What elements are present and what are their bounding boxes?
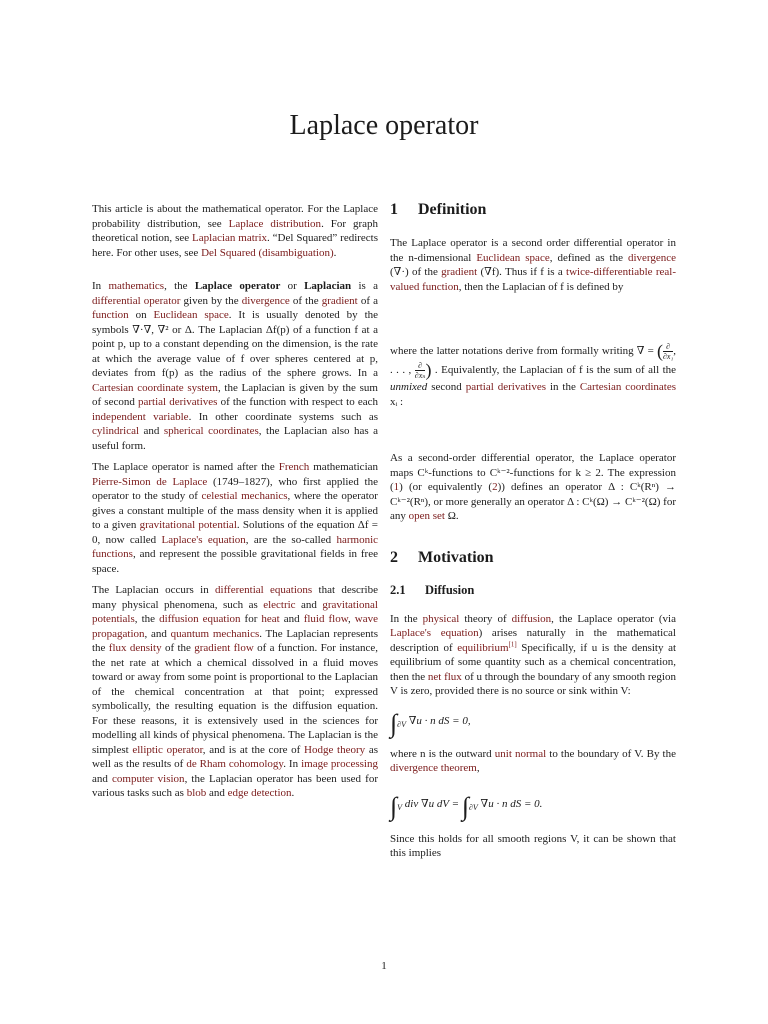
- link-diffusion-equation[interactable]: diffusion equation: [159, 613, 241, 625]
- section-title: Definition: [418, 201, 487, 218]
- text: . In other coordinate systems such as: [188, 410, 378, 423]
- section-heading-definition: [390, 200, 676, 220]
- diffusion-paragraph: [390, 612, 676, 699]
- text: This article is about the mathematical operator. For the Laplace probability distribution, see: [92, 203, 378, 230]
- integral-sign: ∫: [390, 708, 398, 738]
- link-harmonic-functions[interactable]: harmonic functions: [92, 533, 379, 560]
- text: as well as the results of: [92, 743, 379, 770]
- text: , the Laplace operator (via: [551, 612, 676, 625]
- link-cylindrical[interactable]: cylindrical: [92, 425, 140, 437]
- link-equation-1[interactable]: 1: [393, 481, 400, 493]
- text: Since this holds for all smooth regions V, it can be shown that this implies: [390, 832, 676, 859]
- link-elliptic-operator[interactable]: elliptic operator: [132, 743, 203, 756]
- link-gravitational-potentials[interactable]: gravitational potentials: [92, 598, 378, 625]
- text: and: [92, 772, 112, 785]
- link-french[interactable]: French: [278, 461, 310, 473]
- text: ,: [347, 613, 355, 625]
- fraction-numerator: ∂: [663, 342, 673, 352]
- text: of a function. For instance, the net rate at which a chemical dissolved in a fluid moves toward or away from some point is proportional to the Laplacian of the chemical concentration at that point; expressed symbolically, the resulting equation is the diffusion equation. For these reasons, it is extensively used in the sciences for modelling all kinds of physical phenomena. The Laplacian is the simplest: [92, 642, 379, 756]
- link-differential-operator[interactable]: differential operator: [92, 294, 181, 307]
- link-gradient-flow[interactable]: gradient flow: [194, 642, 254, 654]
- text: , are the so-called: [245, 533, 337, 546]
- link-laplacian-matrix[interactable]: Laplacian matrix: [192, 232, 268, 244]
- text: Ω.: [445, 510, 459, 522]
- integral-limit: ∂V: [397, 719, 406, 729]
- link-de-rham-cohomology[interactable]: de Rham cohomology: [186, 758, 284, 770]
- text: Specifically, if u is the density at equilibrium of some quantity such as a chemical concentration, then the: [390, 641, 677, 683]
- subsection-number: 2.1: [390, 582, 406, 597]
- text: and: [139, 425, 164, 437]
- text: In the: [390, 612, 423, 625]
- history-paragraph: [92, 460, 378, 576]
- text: is a: [351, 280, 378, 292]
- text: theory of: [459, 612, 512, 625]
- link-laplaces-equation[interactable]: Laplace's equation: [161, 533, 246, 546]
- link-independent-variable[interactable]: independent variable: [92, 410, 189, 423]
- italic-term: unmixed: [390, 381, 428, 393]
- text: ,: [476, 762, 480, 774]
- link-hodge-theory[interactable]: Hodge theory: [304, 743, 366, 756]
- text: The Laplace operator is a second order differential operator in the n-dimensional: [390, 237, 676, 264]
- text: mathematician: [309, 461, 379, 473]
- section-number: 1: [390, 201, 398, 218]
- link-twice-differentiable[interactable]: twice-differentiable real-valued function: [390, 266, 676, 293]
- text: , and: [144, 627, 171, 640]
- text: , the: [134, 613, 160, 625]
- text: . For graph theoretical notion, see: [92, 217, 379, 244]
- text: .: [333, 246, 337, 259]
- bold-term: Laplace operator: [194, 280, 281, 292]
- link-quantum-mechanics[interactable]: quantum mechanics: [170, 627, 260, 640]
- link-euclidean-space[interactable]: Euclidean space: [153, 309, 229, 321]
- link-image-processing[interactable]: image processing: [301, 758, 378, 770]
- normal-paragraph: [390, 747, 676, 776]
- partial-fraction: [415, 361, 426, 380]
- link-computer-vision[interactable]: computer vision: [112, 772, 185, 785]
- text: on: [128, 309, 154, 321]
- link-cartesian-coordinates[interactable]: Cartesian coordinates: [579, 381, 677, 393]
- link-laplaces-equation[interactable]: Laplace's equation: [390, 627, 479, 639]
- subsection-title: Diffusion: [425, 582, 475, 597]
- text: )) defines an operator Δ : Cᵏ(Rⁿ) → Cᵏ⁻²(Rⁿ), or more generally an operator Δ : Cᵏ(Ω) → Cᵏ⁻²(Ω) for any: [390, 481, 676, 522]
- link-blob[interactable]: blob: [186, 787, 207, 799]
- text: The Laplacian occurs in: [92, 584, 216, 596]
- link-partial-derivatives[interactable]: partial derivatives: [465, 381, 546, 393]
- text: . “Del Squared” redirects here. For other uses, see: [92, 232, 379, 259]
- text: , the Laplacian also has a useful form.: [92, 425, 378, 452]
- link-electric[interactable]: electric: [263, 598, 296, 611]
- right-paren: ): [425, 360, 432, 381]
- link-del-squared[interactable]: Del Squared (disambiguation): [201, 246, 334, 259]
- text: As a second-order differential operator, the Laplace operator maps Cᵏ-functions to Cᵏ⁻²-functions for k ≥ 2. The expression (: [390, 452, 676, 493]
- text: and: [279, 613, 304, 625]
- citation-ref[interactable]: [1]: [508, 639, 517, 648]
- implies-paragraph: [390, 832, 676, 861]
- link-net-flux[interactable]: net flux: [427, 670, 462, 683]
- text: to the boundary of V. By the: [546, 747, 676, 760]
- text: xᵢ :: [390, 395, 404, 408]
- text: , the Laplacian operator has been used for various tasks such as: [92, 772, 378, 799]
- right-column: [390, 200, 676, 861]
- text: second: [427, 381, 466, 393]
- text: ) (or equivalently (: [399, 481, 493, 493]
- equation-divergence: [390, 791, 676, 821]
- text: in the: [546, 381, 580, 393]
- text: , the: [164, 280, 195, 292]
- text: . Solutions of the equation Δf = 0, now called: [92, 519, 378, 546]
- text: of the function with respect to each: [217, 396, 378, 408]
- link-divergence[interactable]: divergence: [241, 294, 290, 307]
- text: ) arises naturally in the mathematical description of: [390, 627, 676, 654]
- partial-fraction: [663, 342, 673, 361]
- left-column: [92, 202, 378, 801]
- text: that describe many physical phenomena, such as: [92, 584, 378, 611]
- text: . The Laplacian represents the: [92, 627, 378, 654]
- text: (∇·) of the: [390, 266, 442, 278]
- link-laplace-distribution[interactable]: Laplace distribution: [228, 217, 322, 230]
- section-number: 2: [390, 548, 398, 566]
- notation-paragraph: [390, 342, 676, 409]
- link-laplace[interactable]: Pierre-Simon de Laplace: [92, 475, 208, 488]
- link-euclidean-space[interactable]: Euclidean space: [476, 251, 550, 264]
- applications-paragraph: [92, 583, 378, 801]
- text: (∇f). Thus if f is a: [477, 266, 567, 278]
- link-heat[interactable]: heat: [261, 613, 280, 625]
- intro-paragraph: [92, 279, 378, 453]
- text: . In: [283, 758, 302, 770]
- link-gradient[interactable]: gradient: [321, 294, 358, 307]
- text: , . . . ,: [390, 345, 676, 377]
- equation-body: ∇u · n dS = 0.: [480, 797, 543, 810]
- link-equilibrium[interactable]: equilibrium: [457, 641, 509, 654]
- text: In: [92, 280, 109, 292]
- text: and: [206, 787, 228, 799]
- text: of the: [289, 294, 322, 307]
- link-wave-propagation[interactable]: wave propagation: [92, 613, 378, 640]
- page-number: 1: [381, 960, 387, 972]
- text: of the: [161, 642, 195, 654]
- link-open-set[interactable]: open set: [408, 510, 445, 522]
- equation-body: div ∇u dV =: [404, 797, 462, 810]
- text: of a: [357, 294, 379, 307]
- text: for: [240, 613, 262, 625]
- subsection-heading-diffusion: [390, 582, 676, 598]
- link-partial-derivatives[interactable]: partial derivatives: [137, 396, 218, 408]
- text: , the Laplacian is given by the sum of second: [92, 381, 378, 408]
- link-divergence-theorem[interactable]: divergence theorem: [390, 762, 477, 774]
- text: . It is usually denoted by the symbols ∇·∇, ∇² or Δ. The Laplacian Δf(p) of a function f at a point p, up to a constant depending on the dimension, is the rate at which the average value of f over spheres centered at p, deviates from f(p) as the radius of the sphere grows. In a: [92, 309, 379, 379]
- link-differential-equations[interactable]: differential equations: [215, 584, 313, 596]
- bold-term: Laplacian: [304, 280, 352, 292]
- integral-limit: ∂V: [468, 802, 478, 812]
- integral-sign: ∫: [461, 791, 469, 821]
- link-edge-detection[interactable]: edge detection: [227, 787, 292, 799]
- text: where the latter notations derive from formally writing ∇ =: [390, 345, 657, 358]
- section-title: Motivation: [418, 548, 494, 566]
- link-cartesian-coordinate-system[interactable]: Cartesian coordinate system: [92, 381, 218, 394]
- text: , then the Laplacian of f is defined by: [458, 280, 624, 293]
- text: or: [280, 280, 305, 292]
- text: given by the: [180, 294, 242, 307]
- link-celestial-mechanics[interactable]: celestial mechanics: [201, 490, 288, 502]
- link-fluid-flow[interactable]: fluid flow: [303, 613, 348, 625]
- link-gravitational-potential[interactable]: gravitational potential: [139, 519, 237, 531]
- definition-paragraph: [390, 236, 676, 294]
- text: , where the operator gives a constant multiple of the mass density when it is applied to a given: [92, 490, 378, 531]
- link-divergence[interactable]: divergence: [627, 251, 677, 264]
- link-function[interactable]: function: [92, 309, 129, 321]
- fraction-numerator: ∂: [415, 361, 426, 371]
- integral-sign: ∫: [390, 791, 398, 821]
- operator-paragraph: [390, 451, 676, 524]
- fraction-denominator: ∂xₙ: [414, 371, 426, 380]
- fraction-denominator: ∂x₁: [662, 352, 674, 361]
- text: , defined as the: [549, 251, 628, 264]
- hatnote: [92, 202, 378, 260]
- text: , and represent the possible gravitational fields in free space.: [92, 548, 378, 575]
- page-title: Laplace operator: [289, 110, 479, 141]
- text: (1749–1827), who first applied the operator to the study of: [92, 475, 378, 502]
- integral-limit: V: [397, 802, 403, 812]
- text: . Equivalently, the Laplacian of f is the sum of all the: [431, 364, 677, 377]
- left-paren: (: [656, 341, 663, 362]
- text: and: [295, 598, 323, 611]
- link-unit-normal[interactable]: unit normal: [494, 747, 547, 760]
- text: where n is the outward: [390, 747, 495, 760]
- link-diffusion[interactable]: diffusion: [511, 612, 552, 625]
- equation-body: ∇u · n dS = 0,: [408, 714, 471, 727]
- link-physical[interactable]: physical: [422, 612, 460, 625]
- text: The Laplace operator is named after the: [92, 461, 279, 473]
- link-equation-2[interactable]: 2: [492, 481, 498, 493]
- link-mathematics[interactable]: mathematics: [108, 280, 165, 292]
- equation-flux: [390, 708, 676, 738]
- link-gradient[interactable]: gradient: [441, 266, 478, 278]
- section-heading-motivation: [390, 548, 676, 568]
- link-flux-density[interactable]: flux density: [108, 642, 162, 654]
- text: of u through the boundary of any smooth region V is zero, provided there is no source or sink within V:: [390, 670, 676, 697]
- link-spherical-coordinates[interactable]: spherical coordinates: [163, 425, 259, 437]
- text: .: [291, 787, 295, 799]
- text: , and is at the core of: [202, 743, 305, 756]
